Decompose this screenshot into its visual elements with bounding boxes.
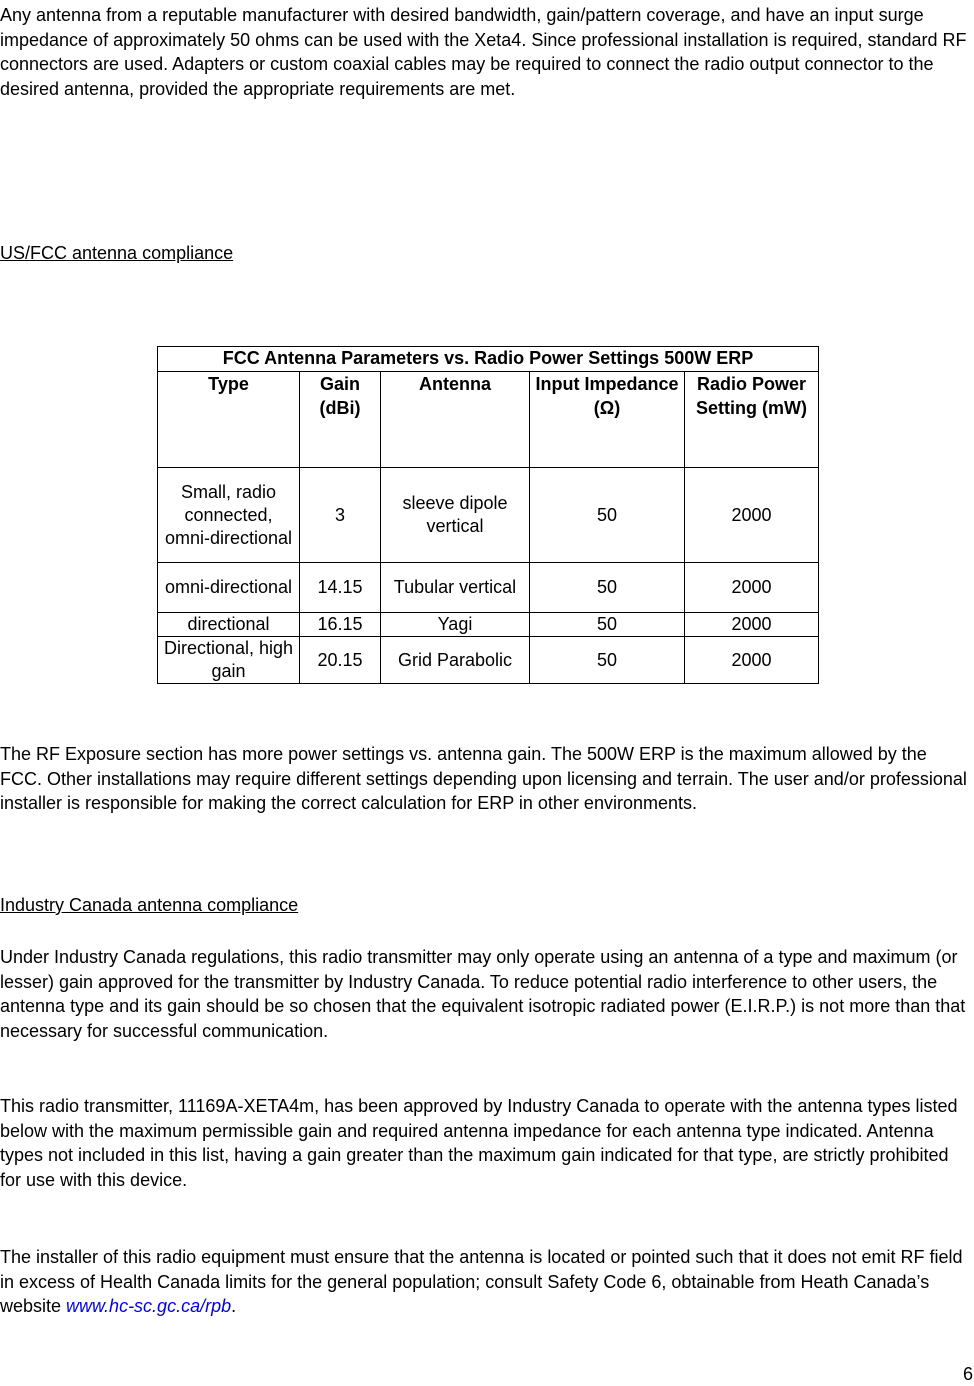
cell-impedance: 50 [530, 613, 685, 637]
table-row [158, 613, 819, 637]
cell-power: 2000 [685, 563, 819, 613]
cell-antenna: Tubular vertical [381, 563, 530, 613]
cell-impedance: 50 [530, 468, 685, 563]
health-canada-link[interactable]: www.hc-sc.gc.ca/rpb [66, 1296, 232, 1316]
ic-paragraph-2: This radio transmitter, 11169A-XETA4m, has been approved by Industry Canada to operate with the antenna types listed below with the maximum permissible gain and required antenna impedance for each antenna type indicated. Antenna types not included in this list, having a gain greater than the maximum gain indicated for that type, are strictly prohibited for use with this device. [0, 1096, 958, 1190]
table-row [158, 563, 819, 613]
ic-paragraph-3-end: . [231, 1296, 237, 1316]
table-row [158, 468, 819, 563]
cell-gain: 3 [300, 468, 381, 563]
cell-power: 2000 [685, 468, 819, 563]
header-gain: Gain (dBi) [300, 372, 381, 468]
ic-paragraph-3 [0, 1245, 972, 1319]
table-caption: FCC Antenna Parameters vs. Radio Power Settings 500W ERP [157, 346, 819, 371]
ic-paragraph-3-text: The installer of this radio equipment must ensure that the antenna is located or pointed such that it does not emit RF field in excess of Health Canada limits for the general population; consult Safety Code 6, obtainable from Heath Canada’s website [0, 1247, 963, 1316]
cell-type: omni-directional [158, 563, 300, 613]
cell-impedance: 50 [530, 637, 685, 684]
header-antenna: Antenna [381, 372, 530, 468]
cell-gain: 16.15 [300, 613, 381, 637]
rf-exposure-paragraph: The RF Exposure section has more power settings vs. antenna gain. The 500W ERP is the maximum allowed by the FCC. Other installations may require different settings depending upon licensing and terrain. The user and/or professional installer is responsible for making the correct calculation for ERP in other environments. [0, 744, 967, 813]
cell-gain: 14.15 [300, 563, 381, 613]
cell-antenna: Grid Parabolic [381, 637, 530, 684]
cell-power: 2000 [685, 637, 819, 684]
cell-type: directional [158, 613, 300, 637]
intro-paragraph: Any antenna from a reputable manufacturer with desired bandwidth, gain/pattern coverage, and have an input surge impedance of approximately 50 ohms can be used with the Xeta4. Since professional installation is required, standard RF connectors are used. Adapters or custom coaxial cables may be required to connect the radio output connector to the desired antenna, provided the appropriate requirements are met. [0, 5, 967, 99]
cell-power: 2000 [685, 613, 819, 637]
header-type: Type [158, 372, 300, 468]
fcc-antenna-table [157, 346, 819, 684]
ic-compliance-heading: Industry Canada antenna compliance [0, 895, 299, 915]
cell-type: Small, radio connected, omni-directional [158, 468, 300, 563]
cell-type: Directional, high gain [158, 637, 300, 684]
header-power: Radio Power Setting (mW) [685, 372, 819, 468]
cell-antenna: Yagi [381, 613, 530, 637]
table-row [158, 637, 819, 684]
cell-antenna: sleeve dipole vertical [381, 468, 530, 563]
header-impedance: Input Impedance (Ω) [530, 372, 685, 468]
fcc-compliance-heading: US/FCC antenna compliance [0, 243, 234, 263]
page-number: 6 [962, 1364, 973, 1384]
cell-impedance: 50 [530, 563, 685, 613]
ic-paragraph-1: Under Industry Canada regulations, this radio transmitter may only operate using an antenna of a type and maximum (or lesser) gain approved for the transmitter by Industry Canada. To reduce potential radio interference to other users, the antenna type and its gain should be so chosen that the equivalent isotropic radiated power (E.I.R.P.) is not more than that necessary for successful communication. [0, 947, 966, 1041]
cell-gain: 20.15 [300, 637, 381, 684]
